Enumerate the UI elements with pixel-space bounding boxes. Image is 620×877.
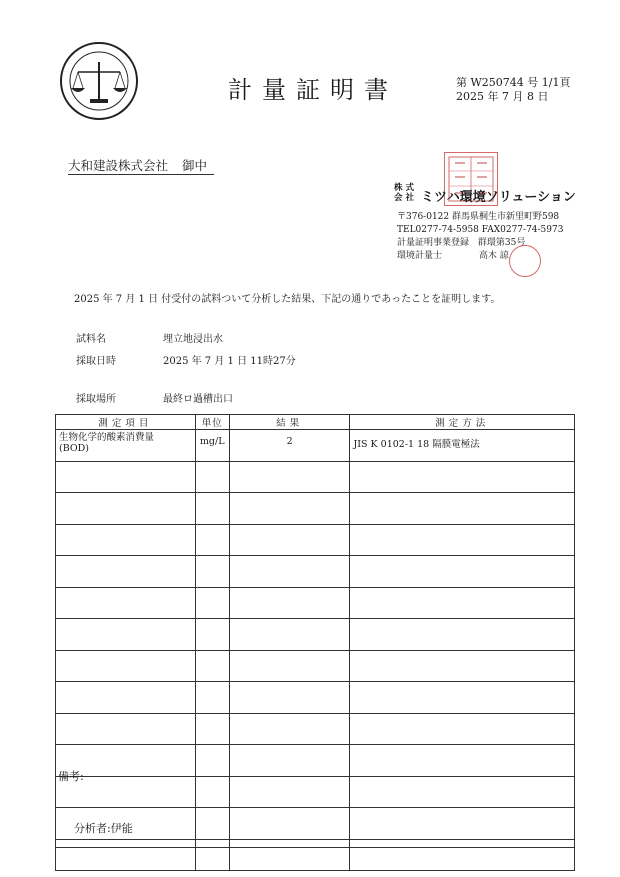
cell-item xyxy=(56,493,196,525)
sample-location-value: 最終ロ過槽出口 xyxy=(163,394,233,405)
cell-item-name: 生物化学的酸素消費量 xyxy=(59,432,155,443)
cell-method xyxy=(350,556,575,588)
cell-result: 2 xyxy=(229,430,350,462)
client-name: 大和建設株式会社 xyxy=(68,158,169,173)
cell-unit xyxy=(195,587,229,619)
cell-method xyxy=(350,619,575,651)
analyst-name: 分析者:伊能 xyxy=(74,822,133,835)
cell-method xyxy=(350,682,575,714)
cell-unit xyxy=(195,461,229,493)
cell-item xyxy=(56,682,196,714)
header-method: 測定方法 xyxy=(350,415,575,430)
cell-item xyxy=(56,556,196,588)
table-row xyxy=(56,461,575,493)
table-row xyxy=(56,587,575,619)
cell-unit xyxy=(195,619,229,651)
cell-result xyxy=(229,619,350,651)
issuer-phone-fax: TEL0277-74-5958 FAX0277-74-5973 xyxy=(397,225,564,235)
issuer-registration xyxy=(397,237,563,250)
cell-result xyxy=(229,524,350,556)
cell-unit xyxy=(195,682,229,714)
cell-unit xyxy=(195,650,229,682)
table-row xyxy=(56,556,575,588)
table-row xyxy=(56,619,575,651)
document-number-block xyxy=(456,76,571,104)
table-row xyxy=(56,713,575,745)
cell-method xyxy=(350,713,575,745)
header-result: 結果 xyxy=(229,415,350,430)
measurer-name: 高木 諒 xyxy=(478,251,509,261)
cell-method xyxy=(350,493,575,525)
table-header-row xyxy=(56,415,575,430)
cell-item xyxy=(56,650,196,682)
cell-unit xyxy=(195,713,229,745)
cell-result xyxy=(229,493,350,525)
cell-item xyxy=(56,461,196,493)
table-row xyxy=(56,493,575,525)
cell-method: JIS K 0102-1 18 隔膜電極法 xyxy=(350,430,575,462)
table-row xyxy=(56,430,575,462)
cell-unit xyxy=(195,556,229,588)
sample-datetime-label: 採取日時 xyxy=(76,356,116,367)
client-honorific: 御中 xyxy=(182,158,208,173)
cell-unit: mg/L xyxy=(195,430,229,462)
company-type-line2: 会 社 xyxy=(394,193,414,203)
cell-item xyxy=(56,713,196,745)
cell-unit xyxy=(195,524,229,556)
document-number: 第 W250744 号 1/1頁 xyxy=(456,76,571,89)
cell-item xyxy=(56,619,196,651)
cell-unit xyxy=(195,493,229,525)
remarks-label: 備考: xyxy=(58,770,84,783)
cell-method xyxy=(350,587,575,619)
company-type-line1: 株 式 xyxy=(394,183,414,193)
header-item: 測定項目 xyxy=(56,415,196,430)
cell-result xyxy=(229,587,350,619)
issuer-company-name: ミツハ環境ソリューション xyxy=(421,190,576,205)
issuer-address: 〒376-0122 群馬県桐生市新里町野598 xyxy=(397,212,560,222)
cell-result xyxy=(229,461,350,493)
cell-item xyxy=(56,430,196,462)
sample-datetime-value: 2025 年 7 月 1 日 11時27分 xyxy=(163,356,296,367)
cell-item xyxy=(56,587,196,619)
registration-number: 群環第35号 xyxy=(477,238,526,248)
cell-result xyxy=(229,713,350,745)
remarks-box xyxy=(55,767,575,848)
cell-item xyxy=(56,524,196,556)
issue-date: 2025 年 7 月 8 日 xyxy=(456,90,549,103)
sample-name-label: 試料名 xyxy=(76,334,106,345)
cell-method xyxy=(350,461,575,493)
metrology-seal-logo xyxy=(60,42,138,120)
company-type xyxy=(394,183,414,203)
client-block xyxy=(68,156,207,174)
cell-method xyxy=(350,650,575,682)
balance-scale-icon xyxy=(62,44,136,118)
cell-result xyxy=(229,650,350,682)
table-row xyxy=(56,524,575,556)
certification-statement: 2025 年 7 月 1 日 付受付の試料ついて分析した結果、下記の通りであったことを証明します。 xyxy=(74,294,501,305)
table-row xyxy=(56,650,575,682)
cell-result xyxy=(229,682,350,714)
cell-result xyxy=(229,556,350,588)
cell-method xyxy=(350,524,575,556)
sample-location-label: 採取場所 xyxy=(76,394,116,405)
measurer-round-stamp xyxy=(509,245,541,277)
header-unit: 単位 xyxy=(195,415,229,430)
measurer-label: 環境計量士 xyxy=(397,251,443,261)
sample-name-value: 埋立地浸出水 xyxy=(163,334,223,345)
page-title: 計量証明書 xyxy=(228,76,398,104)
cell-item-sub: (BOD) xyxy=(59,443,89,454)
table-row xyxy=(56,682,575,714)
registration-label: 計量証明事業登録 xyxy=(397,238,470,248)
client-underline xyxy=(68,174,214,175)
